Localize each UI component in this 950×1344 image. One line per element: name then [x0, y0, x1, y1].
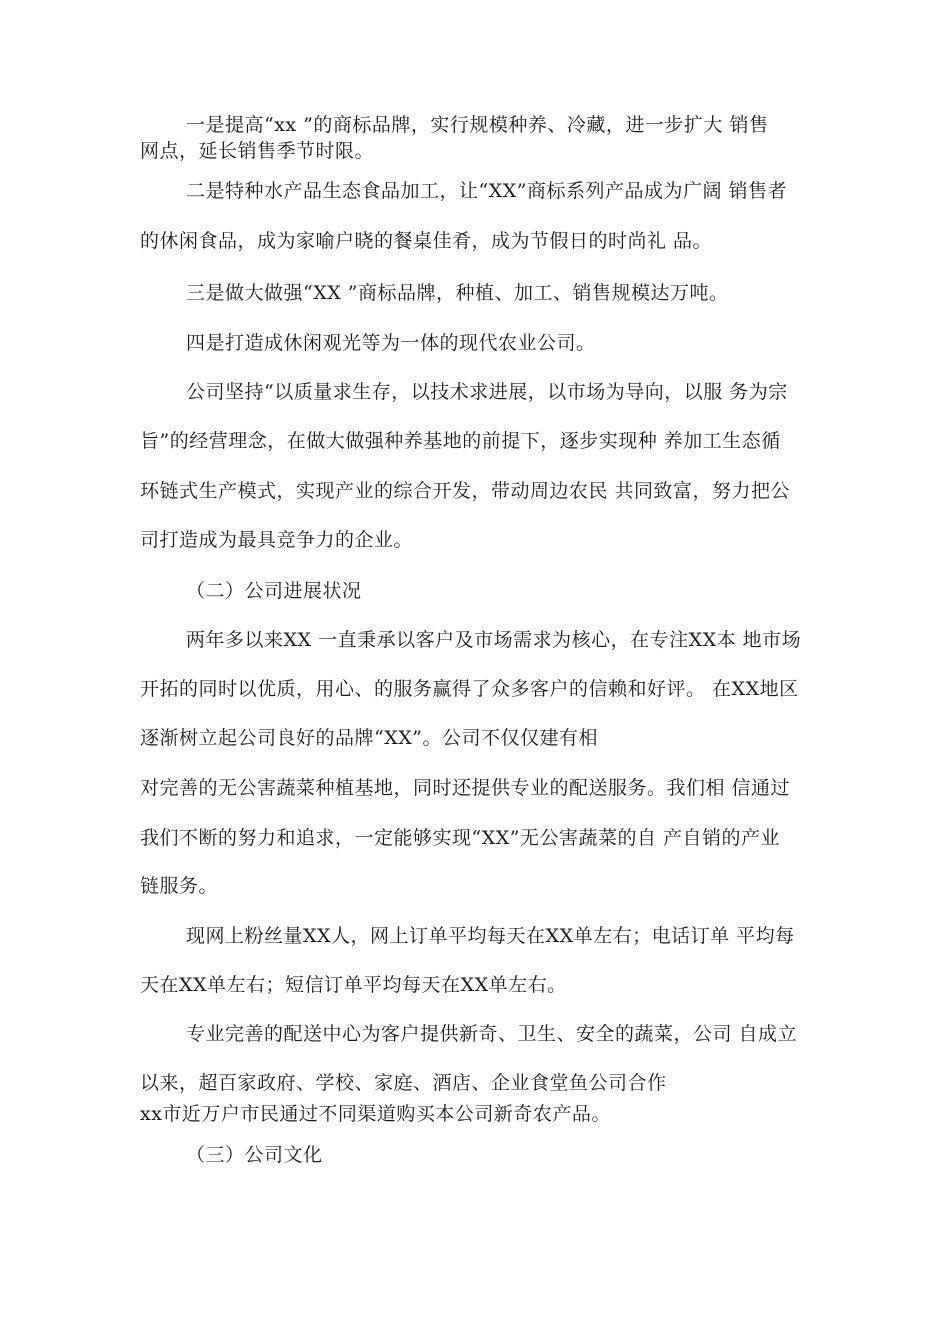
section-heading: （二）公司进展状况: [186, 580, 362, 602]
paragraph-line: 现网上粉丝量XX人，网上订单平均每天在XX单左右；电话订单 平均每: [186, 925, 795, 947]
paragraph-line: 四是打造成休闲观光等为一体的现代农业公司。: [186, 332, 596, 354]
paragraph-line: 二是特种水产品生态食品加工，让“XX”商标系列产品成为广阔 销售者: [186, 180, 788, 202]
paragraph-line: 专业完善的配送中心为客户提供新奇、卫生、安全的蔬菜，公司 自成立: [186, 1023, 798, 1045]
paragraph-line: 网点，延长销售季节时限。: [140, 140, 375, 162]
paragraph-line: 天在XX单左右；短信订单平均每天在XX单左右。: [140, 974, 567, 996]
paragraph-line: 一是提高“xx ”的商标品牌，实行规模种养、冷藏，进一步扩大 销售: [186, 114, 769, 136]
paragraph-line: 以来，超百家政府、学校、家庭、酒店、企业食堂鱼公司合作: [140, 1072, 667, 1094]
paragraph-line: 链服务。: [140, 875, 219, 897]
paragraph-line: 三是做大做强“XX ”商标品牌，种植、加工、销售规模达万吨。: [186, 282, 729, 304]
paragraph-line: 两年多以来XX 一直秉承以客户及市场需求为核心，在专注XX本 地市场: [186, 629, 802, 651]
paragraph-line: 对完善的无公害蔬菜种植基地，同时还提供专业的配送服务。我们相 信通过: [140, 777, 791, 799]
paragraph-line: xx市近万户市民通过不同渠道购买本公司新奇农产品。: [140, 1103, 611, 1125]
paragraph-line: 旨”的经营理念，在做大做强种养基地的前提下，逐步实现种 养加工生态循: [140, 430, 781, 452]
section-heading: （三）公司文化: [186, 1144, 323, 1166]
paragraph-line: 逐渐树立起公司良好的品牌“XX”。公司不仅仅建有相: [140, 727, 598, 749]
paragraph-line: 司打造成为最具竞争力的企业。: [140, 529, 414, 551]
paragraph-line: 的休闲食品，成为家喻户晓的餐桌佳肴，成为节假日的时尚礼 品。: [140, 230, 713, 252]
paragraph-line: 环链式生产模式，实现产业的综合开发，带动周边农民 共同致富，努力把公: [140, 480, 791, 502]
paragraph-line: 开拓的同时以优质，用心、的服务赢得了众多客户的信赖和好评。 在XX地区: [140, 678, 799, 700]
paragraph-line: 我们不断的努力和追求，一定能够实现“XX”无公害蔬菜的自 产自销的产业: [140, 827, 781, 849]
paragraph-line: 公司坚持“以质量求生存，以技术求进展，以市场为导向，以服 务为宗: [186, 381, 788, 403]
